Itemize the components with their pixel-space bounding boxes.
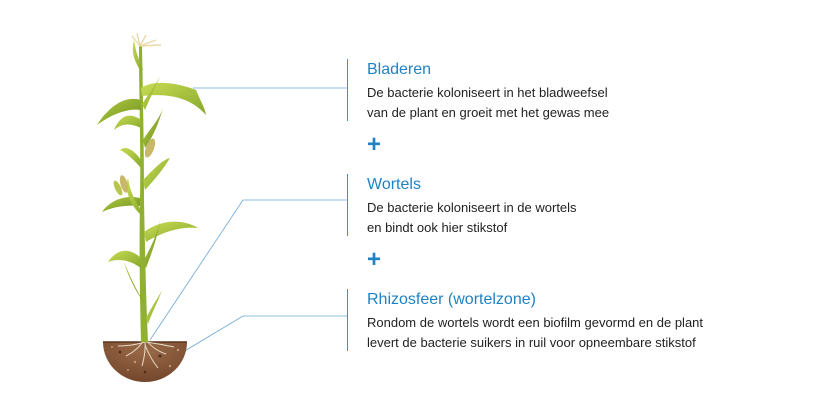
section-line: levert de bacterie suikers in ruil voor opneembare stikstof [367, 335, 696, 350]
section-line: De bacterie koloniseert in het bladweefsel [367, 85, 608, 100]
section-title: Bladeren [367, 61, 432, 78]
section-line: De bacterie koloniseert in de wortels [367, 200, 577, 215]
leaves [97, 40, 206, 324]
section-title: Wortels [367, 176, 421, 193]
plus-sign: + [366, 246, 381, 273]
section-bar [347, 174, 348, 236]
leader-line-rhizosphere [178, 316, 347, 355]
section-line: en bindt ook hier stikstof [367, 220, 508, 235]
tassel [132, 33, 161, 46]
section-bar [347, 59, 348, 121]
plus-sign: + [366, 131, 381, 158]
section-line: van de plant en groeit met het gewas mee [367, 105, 610, 120]
leader-line-roots [150, 200, 347, 340]
section-bar [347, 289, 348, 351]
section-line: Rondom de wortels wordt een biofilm gevormd en de plant [367, 315, 704, 330]
section-title: Rhizosfeer (wortelzone) [367, 291, 536, 308]
corn-plant-icon [97, 33, 206, 382]
corn-ears [112, 137, 157, 196]
